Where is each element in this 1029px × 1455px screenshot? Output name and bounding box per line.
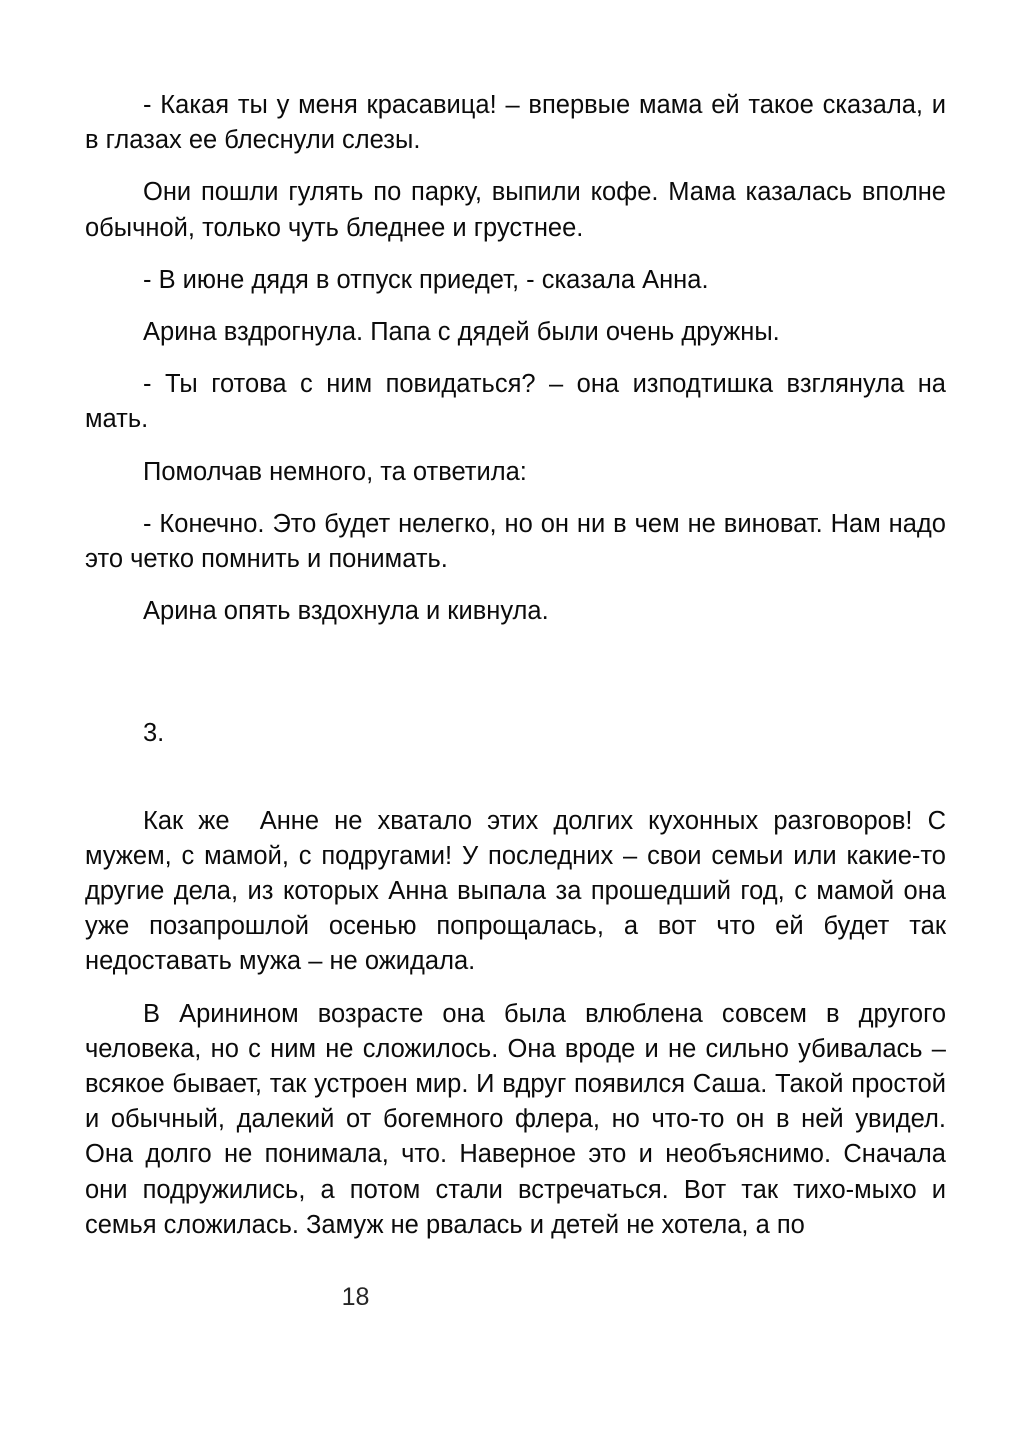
paragraph: Арина опять вздохнула и кивнула. [143, 597, 549, 626]
paragraph: Они пошли гулять по парку, выпили кофе. Мама казалась вполне обычной, только чуть бледнее и грустнее. [85, 178, 954, 242]
page-number: 18 [341, 1283, 370, 1311]
paragraph: - В июне дядя в отпуск приедет, - сказала Анна. [143, 265, 709, 294]
paragraph: - Конечно. Это будет нелегко, но он ни в чем не виноват. Нам надо это четко помнить и понимать. [85, 509, 954, 574]
section-spacer [85, 646, 946, 716]
paragraph: В Аринином возрасте она была влюблена совсем в другого человека, но с ним не сложилось. Она вроде и не сильно убивалась – всякое бывает, так устроен мир. И вдруг появился Саша. Такой простой и обычный, далекий от богемного флера, но что-то он в ней увидел. Она долго не понимала, что. Наверное это и необъяснимо. Сначала они подружились, а потом стали встречаться. Вот так тихо-мыхо и семья сложилась. Замуж не рвалась и детей не хотела, а по [85, 999, 954, 1239]
paragraph: Как же Анне не хватало этих долгих кухонных разговоров! С мужем, с мамой, с подругами! У последних – свои семьи или какие-то другие дела, из которых Анна выпала за прошедший год, с мамой она уже позапрошлой осенью попрощалась, а вот что ей будет так недоставать мужа – не ожидала. [85, 806, 954, 976]
paragraph: - Ты готова с ним повидаться? – она изподтишка взглянула на мать. [85, 370, 954, 434]
section-number: 3. [143, 719, 165, 748]
paragraph: - Какая ты у меня красавица! – впервые мама ей такое сказала, и в глазах ее блеснули слезы. [85, 91, 954, 155]
paragraph: Помолчав немного, та ответила: [143, 457, 527, 486]
page-text-column [85, 88, 954, 1243]
paragraph: Арина вздрогнула. Папа с дядей были очень дружны. [143, 318, 780, 347]
